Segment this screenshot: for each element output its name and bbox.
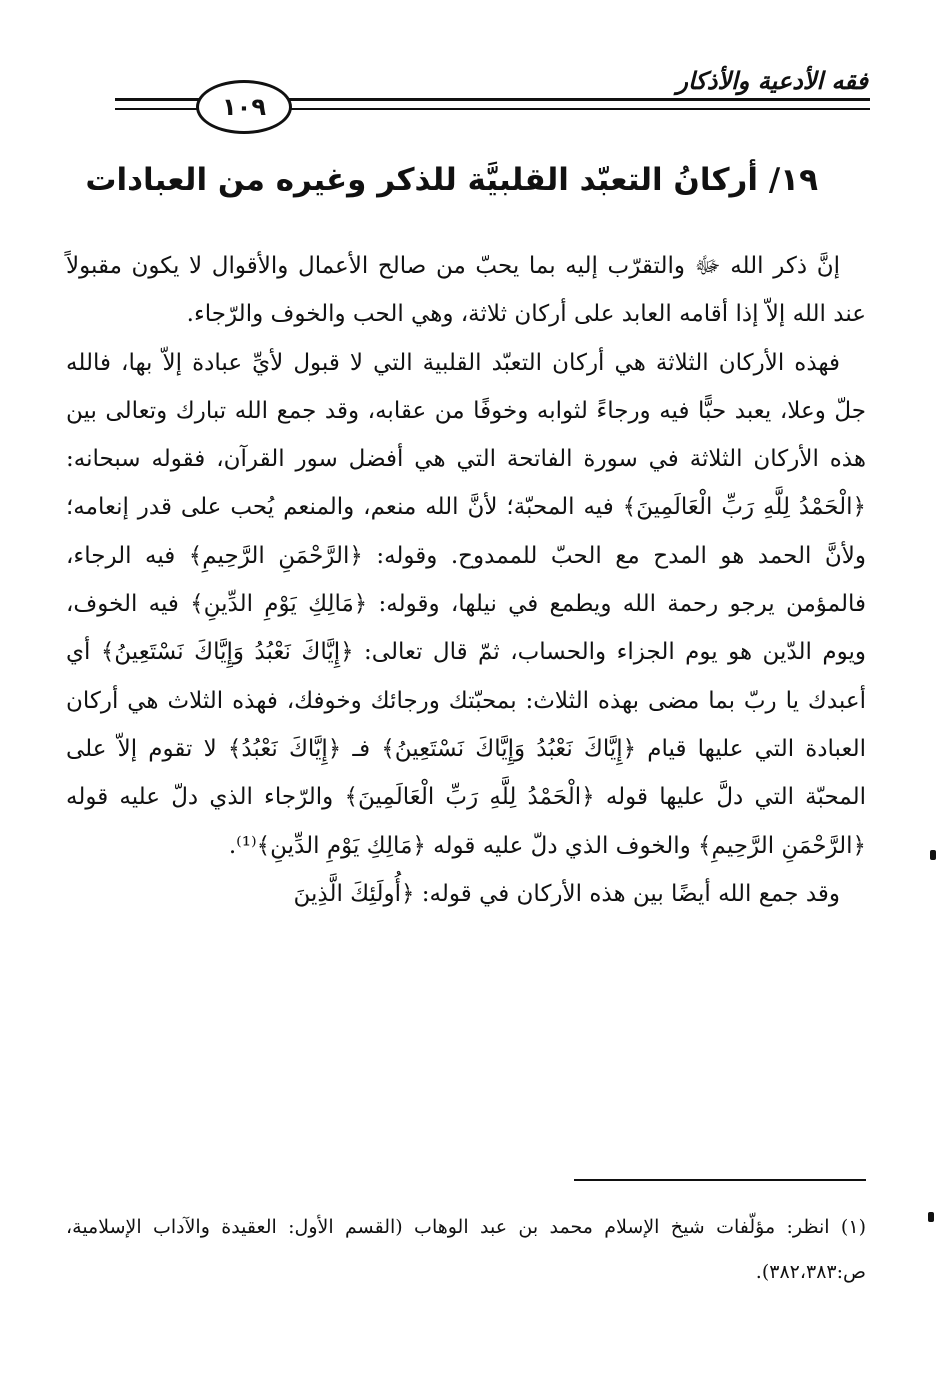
body-paragraph: وقد جمع الله أيضًا بين هذه الأركان في قوله: ﴿أُولَئِكَ الَّذِينَ [293,880,840,907]
body-text [66,242,866,918]
section-heading: ١٩/ أركانُ التعبّد القلبيَّة للذكر وغيره من العبادات [85,162,818,198]
footnote-separator [574,1179,866,1181]
page-number: ١٠٩ [222,93,266,121]
margin-mark [928,1212,934,1222]
footnote: (١) انظر: مؤلّفات شيخ الإسلام محمد بن عبد الوهاب (القسم الأول: العقيدة والآداب الإسلامية، ص:٣٨٢،٣٨٣). [66,1216,866,1283]
body-paragraph: إنَّ ذكر الله ﷻ والتقرّب إليه بما يحبّ من صالح الأعمال والأقوال لا يكون مقبولاً عند الله إلاّ إذا أقامه العابد على أركان ثلاثة، وهي الحب والخوف والرّجاء. [66,253,866,328]
page-number-badge [196,80,292,134]
body-paragraph: فهذه الأركان الثلاثة هي أركان التعبّد القلبية التي لا قبول لأيِّ عبادة إلاّ بها، فالله جلّ وعلا، يعبد حبًّا فيه ورجاءً لثوابه وخوفًا من عقابه، وقد جمع الله تبارك وتعالى بين هذه الأركان الثلاثة في سورة الفاتحة التي هي أفضل سور القرآن، فقوله سبحانه: ﴿الْحَمْدُ لِلَّهِ رَبِّ الْعَالَمِينَ﴾ فيه المحبّة؛ لأنَّ الله منعم، والمنعم يُحب على قدر إنعامه؛ ولأنَّ الحمد هو المدح مع الحبّ للممدوح. وقوله: ﴿الرَّحْمَنِ الرَّحِيمِ﴾ فيه الرجاء، فالمؤمن يرجو رحمة الله ويطمع في نيلها، وقوله: ﴿مَالِكِ يَوْمِ الدِّينِ﴾ فيه الخوف، ويوم الدّين هو يوم الجزاء والحساب، ثمّ قال تعالى: ﴿إِيَّاكَ نَعْبُدُ وَإِيَّاكَ نَسْتَعِينُ﴾ أي أعبدك يا ربّ بما مضى بهذه الثلاث: بمحبّتك ورجائك وخوفك، فهذه الثلاث هي أركان العبادة التي عليها قيام ﴿إِيَّاكَ نَعْبُدُ وَإِيَّاكَ نَسْتَعِينُ﴾ فـ ﴿إِيَّاكَ نَعْبُدُ﴾ لا تقوم إلاّ على المحبّة التي دلَّ عليها قوله ﴿الْحَمْدُ لِلَّهِ رَبِّ الْعَالَمِينَ﴾ والرّجاء الذي دلّ عليه قوله ﴿الرَّحْمَنِ الرَّحِيمِ﴾ والخوف الذي دلّ عليه قوله ﴿مَالِكِ يَوْمِ الدِّينِ﴾⁽¹⁾. [66,349,866,859]
margin-mark [930,850,936,860]
running-header-title: فقه الأدعية والأذكار [676,66,868,95]
